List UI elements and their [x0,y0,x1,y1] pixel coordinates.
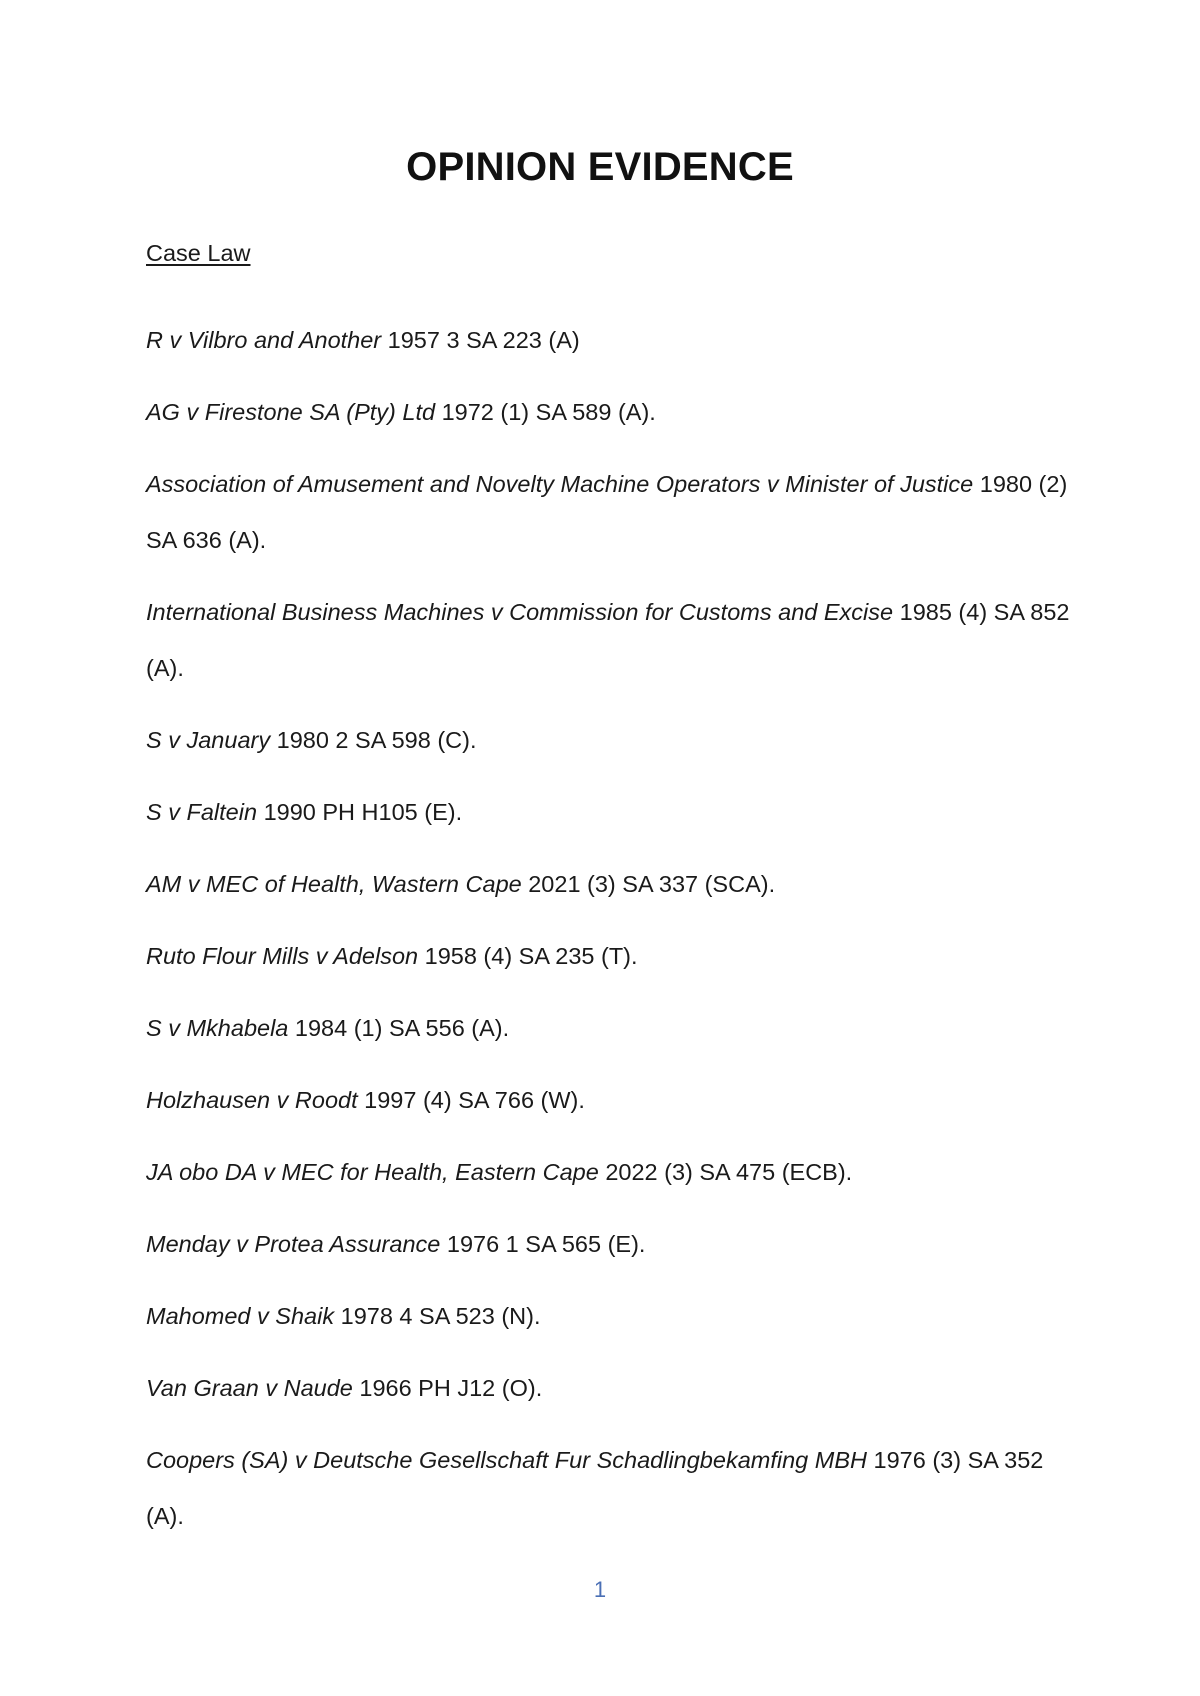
case-citation: 1984 (1) SA 556 (A). [294,1015,510,1041]
case-entry [146,384,1081,440]
case-entry [146,712,1081,768]
case-entry [146,1216,1081,1272]
case-name: Mahomed v Shaik [146,1303,335,1329]
case-entry [146,928,1081,984]
case-name: Coopers (SA) v Deutsche Gesellschaft Fur Schadlingbekamfing MBH [146,1447,867,1473]
case-entry [146,456,1081,568]
case-citation: 1978 4 SA 523 (N). [340,1303,541,1329]
case-entry [146,312,1081,368]
case-citation: 1980 2 SA 598 (C). [276,727,477,753]
case-name: S v January [146,727,271,753]
case-name: Van Graan v Naude [146,1375,353,1401]
case-name: Menday v Protea Assurance [146,1231,441,1257]
case-citation: 1966 PH J12 (O). [359,1375,543,1401]
case-name: S v Faltein [146,799,258,825]
case-entry [146,1432,1081,1544]
case-citation: 1958 (4) SA 235 (T). [424,943,638,969]
case-citation: 1990 PH H105 (E). [263,799,463,825]
case-entry [146,1072,1081,1128]
case-citation: 1985 (4) SA 852 (A). [146,599,1070,681]
case-entry [146,856,1081,912]
case-name: S v Mkhabela [146,1015,289,1041]
case-citation: 1980 (2) SA 636 (A). [146,471,1068,553]
case-name: AM v MEC of Health, Wastern Cape [146,871,522,897]
case-name: Ruto Flour Mills v Adelson [146,943,419,969]
case-entry [146,1288,1081,1344]
case-entry [146,1144,1081,1200]
case-citation: 1976 1 SA 565 (E). [446,1231,646,1257]
case-name: Holzhausen v Roodt [146,1087,358,1113]
case-citation: 1997 (4) SA 766 (W). [364,1087,585,1113]
case-name: AG v Firestone SA (Pty) Ltd [146,399,436,425]
case-citation: 1972 (1) SA 589 (A). [441,399,656,425]
case-entry [146,1360,1081,1416]
case-entry [146,784,1081,840]
case-citation: 1957 3 SA 223 (A) [387,327,580,353]
case-entry [146,584,1081,696]
case-citation: 2022 (3) SA 475 (ECB). [605,1159,853,1185]
page-number: 1 [593,1577,607,1602]
document-title: OPINION EVIDENCE [406,145,794,189]
case-name: R v Vilbro and Another [146,327,382,353]
case-name: JA obo DA v MEC for Health, Eastern Cape [146,1159,599,1185]
case-name: International Business Machines v Commission for Customs and Excise [146,599,894,625]
case-citation: 1976 (3) SA 352 (A). [146,1447,1044,1529]
section-heading-case-law: Case Law [146,240,251,266]
case-list [146,312,1081,1560]
case-name: Association of Amusement and Novelty Machine Operators v Minister of Justice [146,471,974,497]
case-citation: 2021 (3) SA 337 (SCA). [528,871,776,897]
case-entry [146,1000,1081,1056]
